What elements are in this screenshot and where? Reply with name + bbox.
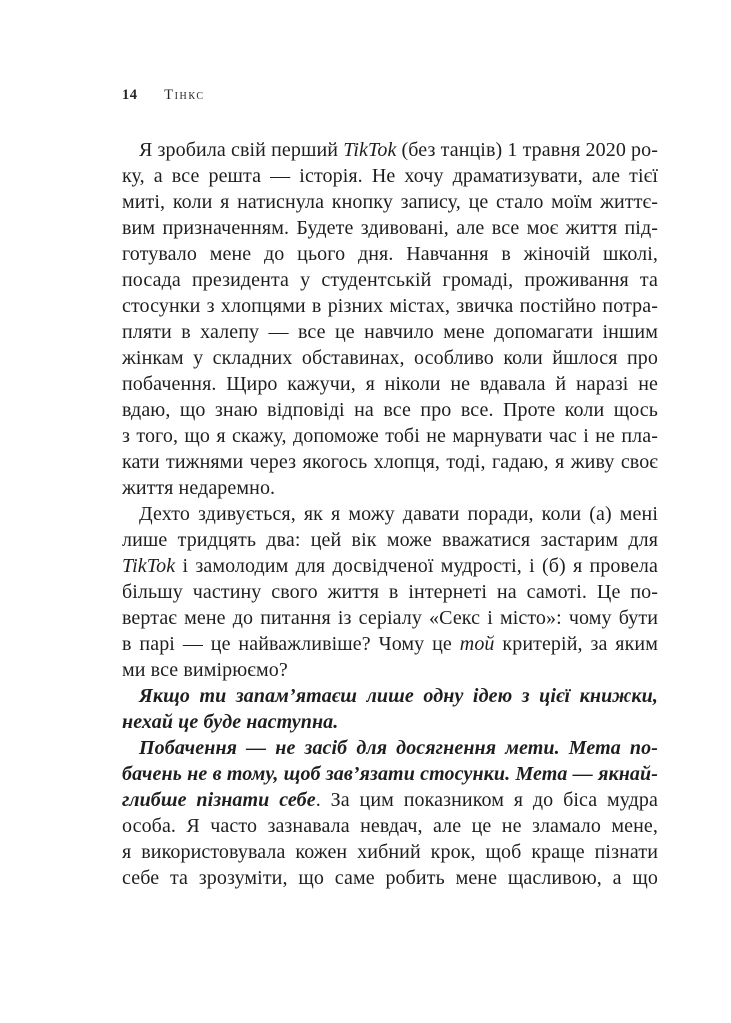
text-line	[122, 787, 658, 813]
text-line	[122, 865, 658, 891]
text-line	[122, 813, 658, 839]
text-segment: і замолодим для досвідченої мудрості, і (б) я провела	[175, 555, 658, 577]
text-segment: ми все вимірюємо?	[122, 659, 288, 681]
text-segment: (без танців) 1 травня 2020 ро-	[396, 139, 658, 161]
text-segment: ку, а все решта — історія. Не хочу драматизувати, але тієї	[122, 165, 658, 187]
text-segment: Дехто здивується, як я можу давати поради, коли (а) мені	[139, 503, 658, 525]
page-number: 14	[122, 87, 138, 103]
text-segment: Якщо ти запам’ятаєш лише одну ідею з цієї книжки,	[139, 685, 658, 707]
text-segment: лише тридцять два: цей вік може вважатися застарим для	[122, 529, 658, 551]
text-segment: кати тижнями через якогось хлопця, тоді, гадаю, я живу своє	[122, 451, 658, 473]
text-segment: пляти в халепу — все це навчило мене допомагати іншим	[122, 321, 658, 343]
text-line	[122, 709, 658, 735]
text-line	[122, 241, 658, 267]
text-segment: вим призначенням. Будете здивовані, але все моє життя під-	[122, 217, 658, 239]
text-segment: себе та зрозуміти, що саме робить мене щасливою, а що	[122, 867, 658, 889]
text-line	[122, 137, 658, 163]
text-line	[122, 501, 658, 527]
text-line	[122, 683, 658, 709]
text-line	[122, 839, 658, 865]
text-line	[122, 319, 658, 345]
text-segment: посада президента у студентській громаді, проживання та	[122, 269, 658, 291]
text-segment: той	[459, 633, 495, 655]
text-segment: вдаю, що знаю відповіді на все про все. Проте коли щось	[122, 399, 658, 421]
text-segment: Я зробила свій перший	[139, 139, 344, 161]
text-segment: нехай це буде наступна.	[122, 711, 339, 733]
text-line	[122, 215, 658, 241]
text-line	[122, 423, 658, 449]
text-segment: побачення. Щиро кажучи, я ніколи не вдавала й наразі не	[122, 373, 658, 395]
text-segment: вертає мене до питання із серіалу «Секс і місто»: чому бути	[122, 607, 658, 629]
page-body	[122, 137, 658, 891]
text-segment: миті, коли я натиснула кнопку запису, це стало моїм життє-	[122, 191, 658, 213]
text-line	[122, 449, 658, 475]
text-line	[122, 475, 658, 501]
text-line	[122, 397, 658, 423]
text-segment: . За цим показником я до біса мудра	[315, 789, 658, 811]
text-segment: TikTok	[343, 139, 397, 161]
text-segment: TikTok	[122, 555, 176, 577]
text-segment: жінкам у складних обставинах, особливо коли йшлося про	[122, 347, 658, 369]
text-line	[122, 293, 658, 319]
text-segment: я використовувала кожен хибний крок, щоб краще пізнати	[122, 841, 658, 863]
text-segment: більшу частину свого життя в інтернеті на самоті. Це по-	[122, 581, 658, 603]
text-segment: бачень не в тому, щоб зав’язати стосунки. Мета — якнай-	[122, 763, 658, 785]
text-line	[122, 345, 658, 371]
text-segment: глибше пізнати себе	[122, 789, 316, 811]
text-line	[122, 761, 658, 787]
text-line	[122, 371, 658, 397]
page-header	[122, 88, 205, 103]
text-segment: з того, що я скажу, допоможе тобі не марнувати час і не пла-	[122, 425, 658, 447]
text-line	[122, 189, 658, 215]
text-line	[122, 267, 658, 293]
text-segment: особа. Я часто зазнавала невдач, але це не зламало мене,	[122, 815, 658, 837]
running-head-title: Тінкс	[164, 87, 205, 103]
text-line	[122, 605, 658, 631]
text-segment: стосунки з хлопцями в різних містах, звичка постійно потра-	[122, 295, 658, 317]
text-segment: Побачення — не засіб для досягнення мети. Мета по-	[139, 737, 658, 759]
text-segment: життя недаремно.	[122, 477, 276, 499]
text-segment: в парі — це найважливіше? Чому це	[122, 633, 460, 655]
text-line	[122, 657, 658, 683]
text-line	[122, 631, 658, 657]
text-line	[122, 579, 658, 605]
text-line	[122, 163, 658, 189]
text-line	[122, 735, 658, 761]
text-line	[122, 527, 658, 553]
text-segment: критерій, за яким	[494, 633, 658, 655]
text-segment: готувало мене до цього дня. Навчання в жіночій школі,	[122, 243, 658, 265]
text-line	[122, 553, 658, 579]
